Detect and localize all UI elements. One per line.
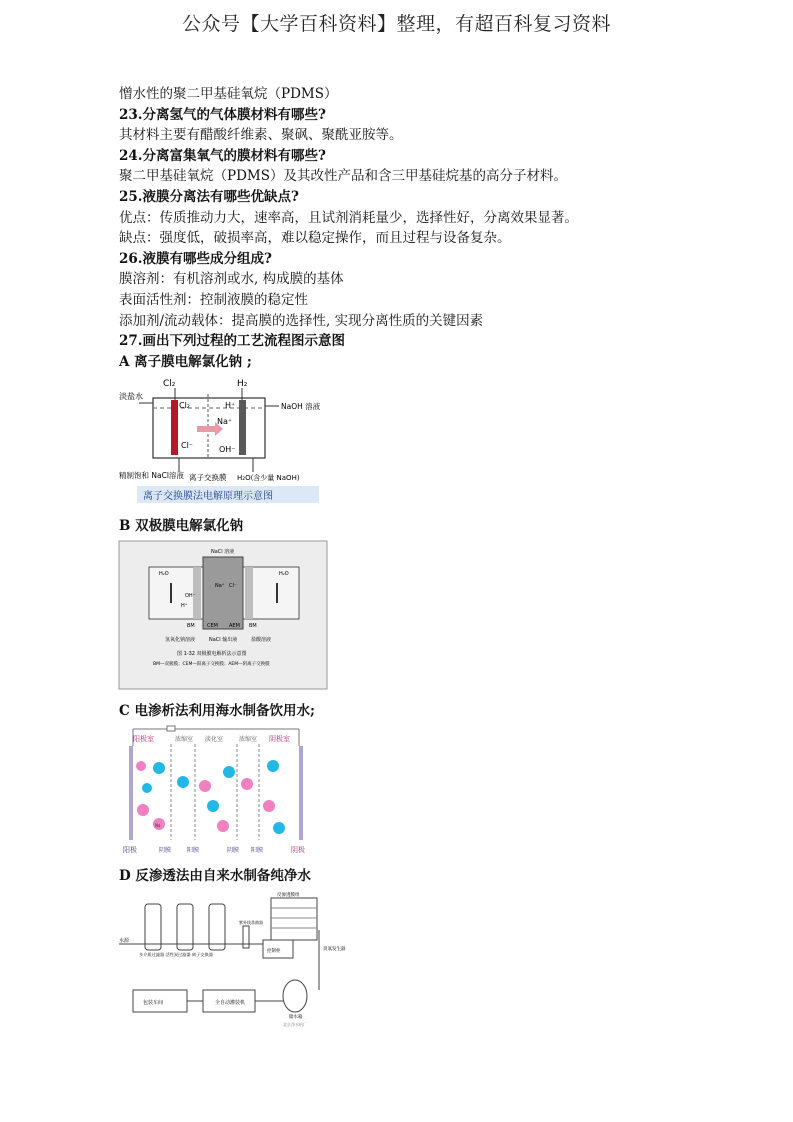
text-line: 憎水性的聚二甲基硅氧烷（PDMS） bbox=[119, 86, 338, 102]
subheading-b: B 双极膜电解氯化钠 bbox=[119, 518, 244, 535]
uv-label: 紫外线杀菌器 bbox=[239, 920, 263, 926]
bm1-label: BM bbox=[187, 622, 195, 629]
out-nacl-label: NaCl 输出液 bbox=[209, 636, 238, 643]
aem-label: AEM bbox=[229, 622, 240, 629]
conc-chamber-label: 浓缩室 bbox=[175, 735, 194, 743]
packing-label: 包装车间 bbox=[143, 1000, 164, 1007]
nacl-top-label: NaCl 溶液 bbox=[211, 548, 235, 555]
dilute-brine-label: 淡盐水 bbox=[119, 392, 143, 402]
document-body bbox=[119, 84, 679, 1040]
ozone-label: 臭氧发生器 bbox=[323, 947, 346, 953]
naoh-solution-label: NaOH 溶液 bbox=[281, 402, 321, 412]
cl2-label: Cl₂ bbox=[163, 379, 176, 390]
h-label: H⁺ bbox=[181, 602, 188, 609]
figure-reverse-osmosis bbox=[119, 890, 679, 1034]
cl2-inner-label: Cl₂ bbox=[179, 401, 191, 411]
h2o-right-label: H₂O bbox=[279, 570, 289, 577]
filling-label: 全自动灌装机 bbox=[215, 1000, 246, 1007]
subheading-d: D 反渗透法由自来水制备纯净水 bbox=[119, 867, 311, 884]
anion-membrane-label: 阴膜 bbox=[159, 846, 172, 854]
oh-label: OH⁻ bbox=[185, 592, 196, 599]
cl-label: Cl⁻ bbox=[229, 582, 237, 589]
watermark-label: 北京净水机厂 bbox=[283, 1022, 307, 1028]
figure-electrodialysis bbox=[119, 726, 679, 860]
figure-a-caption: 离子交换膜法电解原理示意图 bbox=[143, 491, 273, 503]
answer-24: 聚二甲基硅氧烷（PDMS）及其改性产品和含三甲基硅烷基的高分子材料。 bbox=[119, 168, 567, 185]
figure-bipolar-membrane-electrolysis bbox=[119, 541, 679, 695]
tanks-label: 多介质过滤器 活性炭过滤器 离子交换器 bbox=[139, 952, 213, 958]
cem-label: CEM bbox=[207, 622, 218, 629]
figure-b-legend: BM—双极膜；CEM—阳离子交换膜；AEM—阴离子交换膜 bbox=[153, 661, 270, 667]
brine-in-label: 精制饱和 NaCl溶液 bbox=[119, 471, 184, 481]
water-in-label: H₂O(含少量 NaOH) bbox=[237, 474, 300, 483]
cl-minus-label: Cl⁻ bbox=[181, 441, 194, 451]
ro-label: 反渗透膜组 bbox=[277, 893, 300, 899]
subheading-a: A 离子膜电解氯化钠 ; bbox=[119, 353, 252, 370]
cation-membrane-label: 阳膜 bbox=[187, 846, 200, 854]
question-26: 26.液膜有哪些成分组成? bbox=[119, 250, 272, 267]
subheading-c: C 电渗析法利用海水制备饮用水; bbox=[119, 702, 315, 719]
h-plus-label: H⁺ bbox=[225, 401, 236, 411]
h2o-left-label: H₂O bbox=[159, 570, 169, 577]
cathode-label: 阴极 bbox=[291, 845, 305, 854]
cation-membrane-2-label: 阳膜 bbox=[251, 846, 264, 854]
anode-label: 阳极 bbox=[123, 845, 137, 854]
h2-label: H₂ bbox=[237, 379, 248, 390]
answer-26-surfactant: 表面活性剂：控制液膜的稳定性 bbox=[119, 291, 308, 308]
conc-chamber-2-label: 浓缩室 bbox=[239, 735, 258, 743]
cathode-chamber-label: 阴极室 bbox=[269, 734, 290, 743]
na-label: Na⁺ bbox=[215, 582, 225, 589]
answer-26-solvent: 膜溶剂：有机溶剂或水, 构成膜的基体 bbox=[119, 271, 344, 288]
membrane-label: 离子交换膜 bbox=[189, 473, 227, 483]
figure-ion-membrane-electrolysis bbox=[119, 376, 679, 510]
na-plus-label: Na⁺ bbox=[217, 417, 233, 427]
question-27: 27.画出下列过程的工艺流程图示意图 bbox=[119, 333, 345, 350]
storage-label: 储水箱 bbox=[289, 1015, 303, 1021]
page-header: 公众号【大学百科资料】整理，有超百科复习资料 bbox=[181, 13, 611, 35]
figure-b-caption: 图 1-32 双极膜电解析法示意图 bbox=[177, 650, 247, 657]
answer-25-pros: 优点：传质推动力大，速率高，且试剂消耗量少，选择性好，分离效果显著。 bbox=[119, 209, 578, 226]
control-label: 控制柜 bbox=[267, 949, 281, 955]
answer-25-cons: 缺点：强度低，破损率高，难以稳定操作，而且过程与设备复杂。 bbox=[119, 230, 511, 247]
question-25: 25.液膜分离法有哪些优缺点? bbox=[119, 188, 299, 205]
anion-membrane-2-label: 阴膜 bbox=[227, 846, 240, 854]
out-naoh-label: 氢氧化钠溶液 bbox=[165, 636, 196, 643]
answer-26-additive: 添加剂/流动载体：提高膜的选择性, 实现分离性质的关键因素 bbox=[119, 312, 484, 329]
bm2-label: BM bbox=[249, 622, 257, 629]
answer-23: 其材料主要有醋酸纤维素、聚砜、聚酰亚胺等。 bbox=[119, 127, 403, 144]
water-in-label: 水源 bbox=[119, 938, 130, 945]
dilute-chamber-label: 淡化室 bbox=[205, 735, 224, 743]
oh-minus-label: OH⁻ bbox=[219, 445, 236, 455]
out-hcl-label: 盐酸溶液 bbox=[251, 636, 272, 643]
ion-label: Na bbox=[155, 822, 161, 828]
question-23: 23.分离氢气的气体膜材料有哪些? bbox=[119, 106, 326, 123]
anode-chamber-label: 阳极室 bbox=[133, 734, 154, 743]
question-24: 24.分离富集氧气的膜材料有哪些? bbox=[119, 147, 326, 164]
